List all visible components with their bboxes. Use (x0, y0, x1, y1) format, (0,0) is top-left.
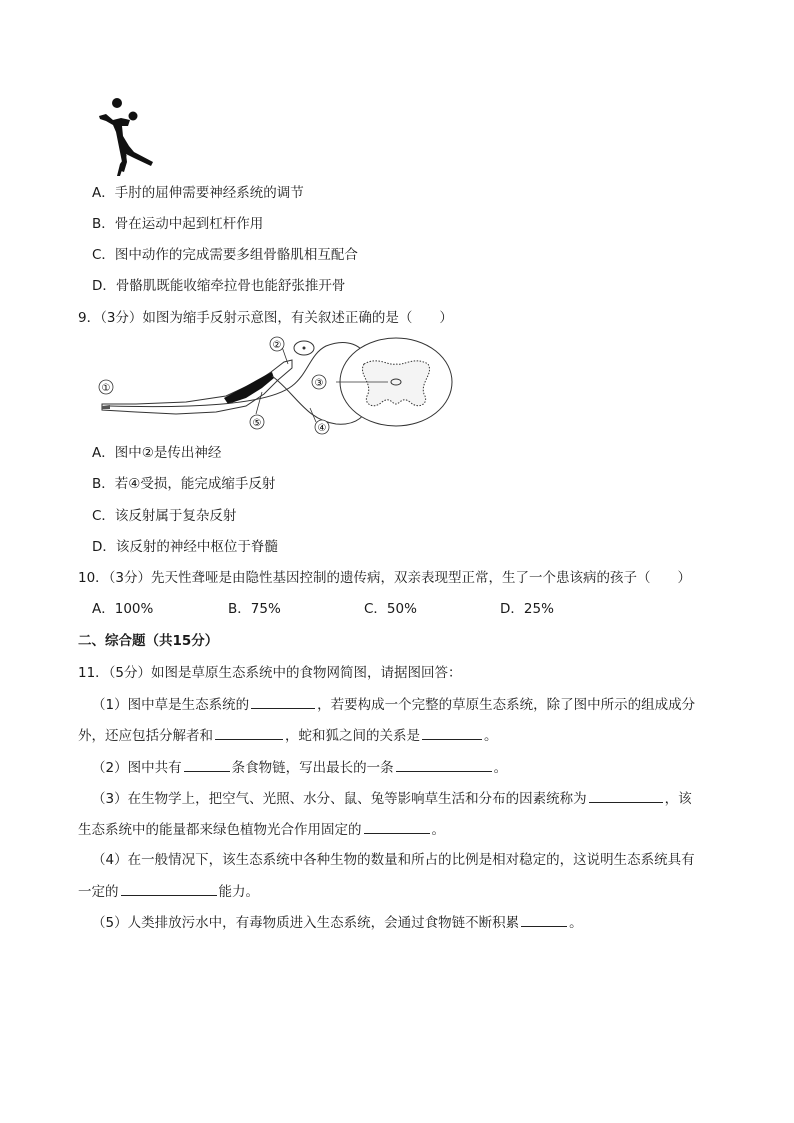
grey-matter (362, 361, 429, 406)
svg-text:⑤: ⑤ (252, 418, 262, 429)
q10-stem: 10．（3分）先天性聋哑是由隐性基因控制的遗传病，双亲表现型正常，生了一个患该病的孩子（ ） (78, 570, 692, 586)
q11-part1-line1: （1）图中草是生态系统的 ，若要构成一个完整的草原生态系统，除了图中所示的组成成分 (92, 697, 696, 713)
q10-option-b: B．75% (228, 601, 281, 617)
q11-part1-line2: 外，还应包括分解者和 ，蛇和狐之间的关系是 。 (78, 728, 498, 744)
q8-option-a: A．手肘的屈伸需要神经系统的调节 (92, 185, 304, 201)
q9-option-c: C．该反射属于复杂反射 (92, 508, 237, 524)
svg-text:①: ① (101, 383, 111, 394)
answer-blank-9[interactable] (521, 913, 567, 927)
label-3 (312, 375, 326, 389)
section-2-title: 二、综合题（共15分） (78, 633, 219, 649)
q11-part5: （5）人类排放污水中，有毒物质进入生态系统，会通过食物链不断积累 。 (92, 915, 583, 931)
svg-text:③: ③ (314, 378, 324, 389)
q11-stem: 11．（5分）如图是草原生态系统中的食物网简图，请据图回答： (78, 665, 462, 681)
svg-text:②: ② (272, 340, 282, 351)
q11-part3-line1: （3）在生物学上，把空气、光照、水分、鼠、兔等影响草生活和分布的因素统称为 ，该 (92, 791, 692, 807)
q9-option-a: A．图中②是传出神经 (92, 445, 222, 461)
q10-option-a: A．100% (92, 601, 154, 617)
q11-part2: （2）图中共有 条食物链，写出最长的一条 。 (92, 760, 508, 776)
answer-blank-2[interactable] (215, 726, 283, 740)
label-1 (99, 380, 113, 394)
q8-option-b: B．骨在运动中起到杠杆作用 (92, 216, 264, 232)
q11-part3-line2: 生态系统中的能量都来绿色植物光合作用固定的 。 (78, 822, 445, 838)
q10-option-c: C．50% (364, 601, 417, 617)
q8-option-c: C．图中动作的完成需要多组骨骼肌相互配合 (92, 247, 358, 263)
answer-blank-1[interactable] (251, 695, 315, 709)
answer-blank-3[interactable] (422, 726, 482, 740)
answer-blank-4[interactable] (184, 758, 230, 772)
svg-text:④: ④ (317, 423, 327, 434)
answer-blank-6[interactable] (589, 789, 663, 803)
label-4 (315, 420, 329, 434)
q11-part4-line1: （4）在一般情况下，该生态系统中各种生物的数量和所占的比例是相对稳定的，这说明生态系统具有 (92, 852, 695, 868)
q9-option-b: B．若④受损，能完成缩手反射 (92, 476, 276, 492)
answer-blank-7[interactable] (364, 820, 430, 834)
q10-option-d: D．25% (500, 601, 554, 617)
volleyball-player-figure (96, 96, 160, 178)
reflex-arc-diagram (96, 334, 456, 436)
answer-blank-8[interactable] (121, 882, 217, 896)
q11-part4-line2: 一定的 能力。 (78, 884, 259, 900)
q9-stem: 9．（3分）如图为缩手反射示意图，有关叙述正确的是（ ） (78, 310, 453, 326)
label-5 (250, 415, 264, 429)
muscle (224, 372, 274, 404)
label-2 (270, 337, 284, 351)
answer-blank-5[interactable] (396, 758, 492, 772)
q9-option-d: D．该反射的神经中枢位于脊髓 (92, 539, 278, 555)
q8-option-d: D．骨骼肌既能收缩牵拉骨也能舒张推开骨 (92, 278, 346, 294)
